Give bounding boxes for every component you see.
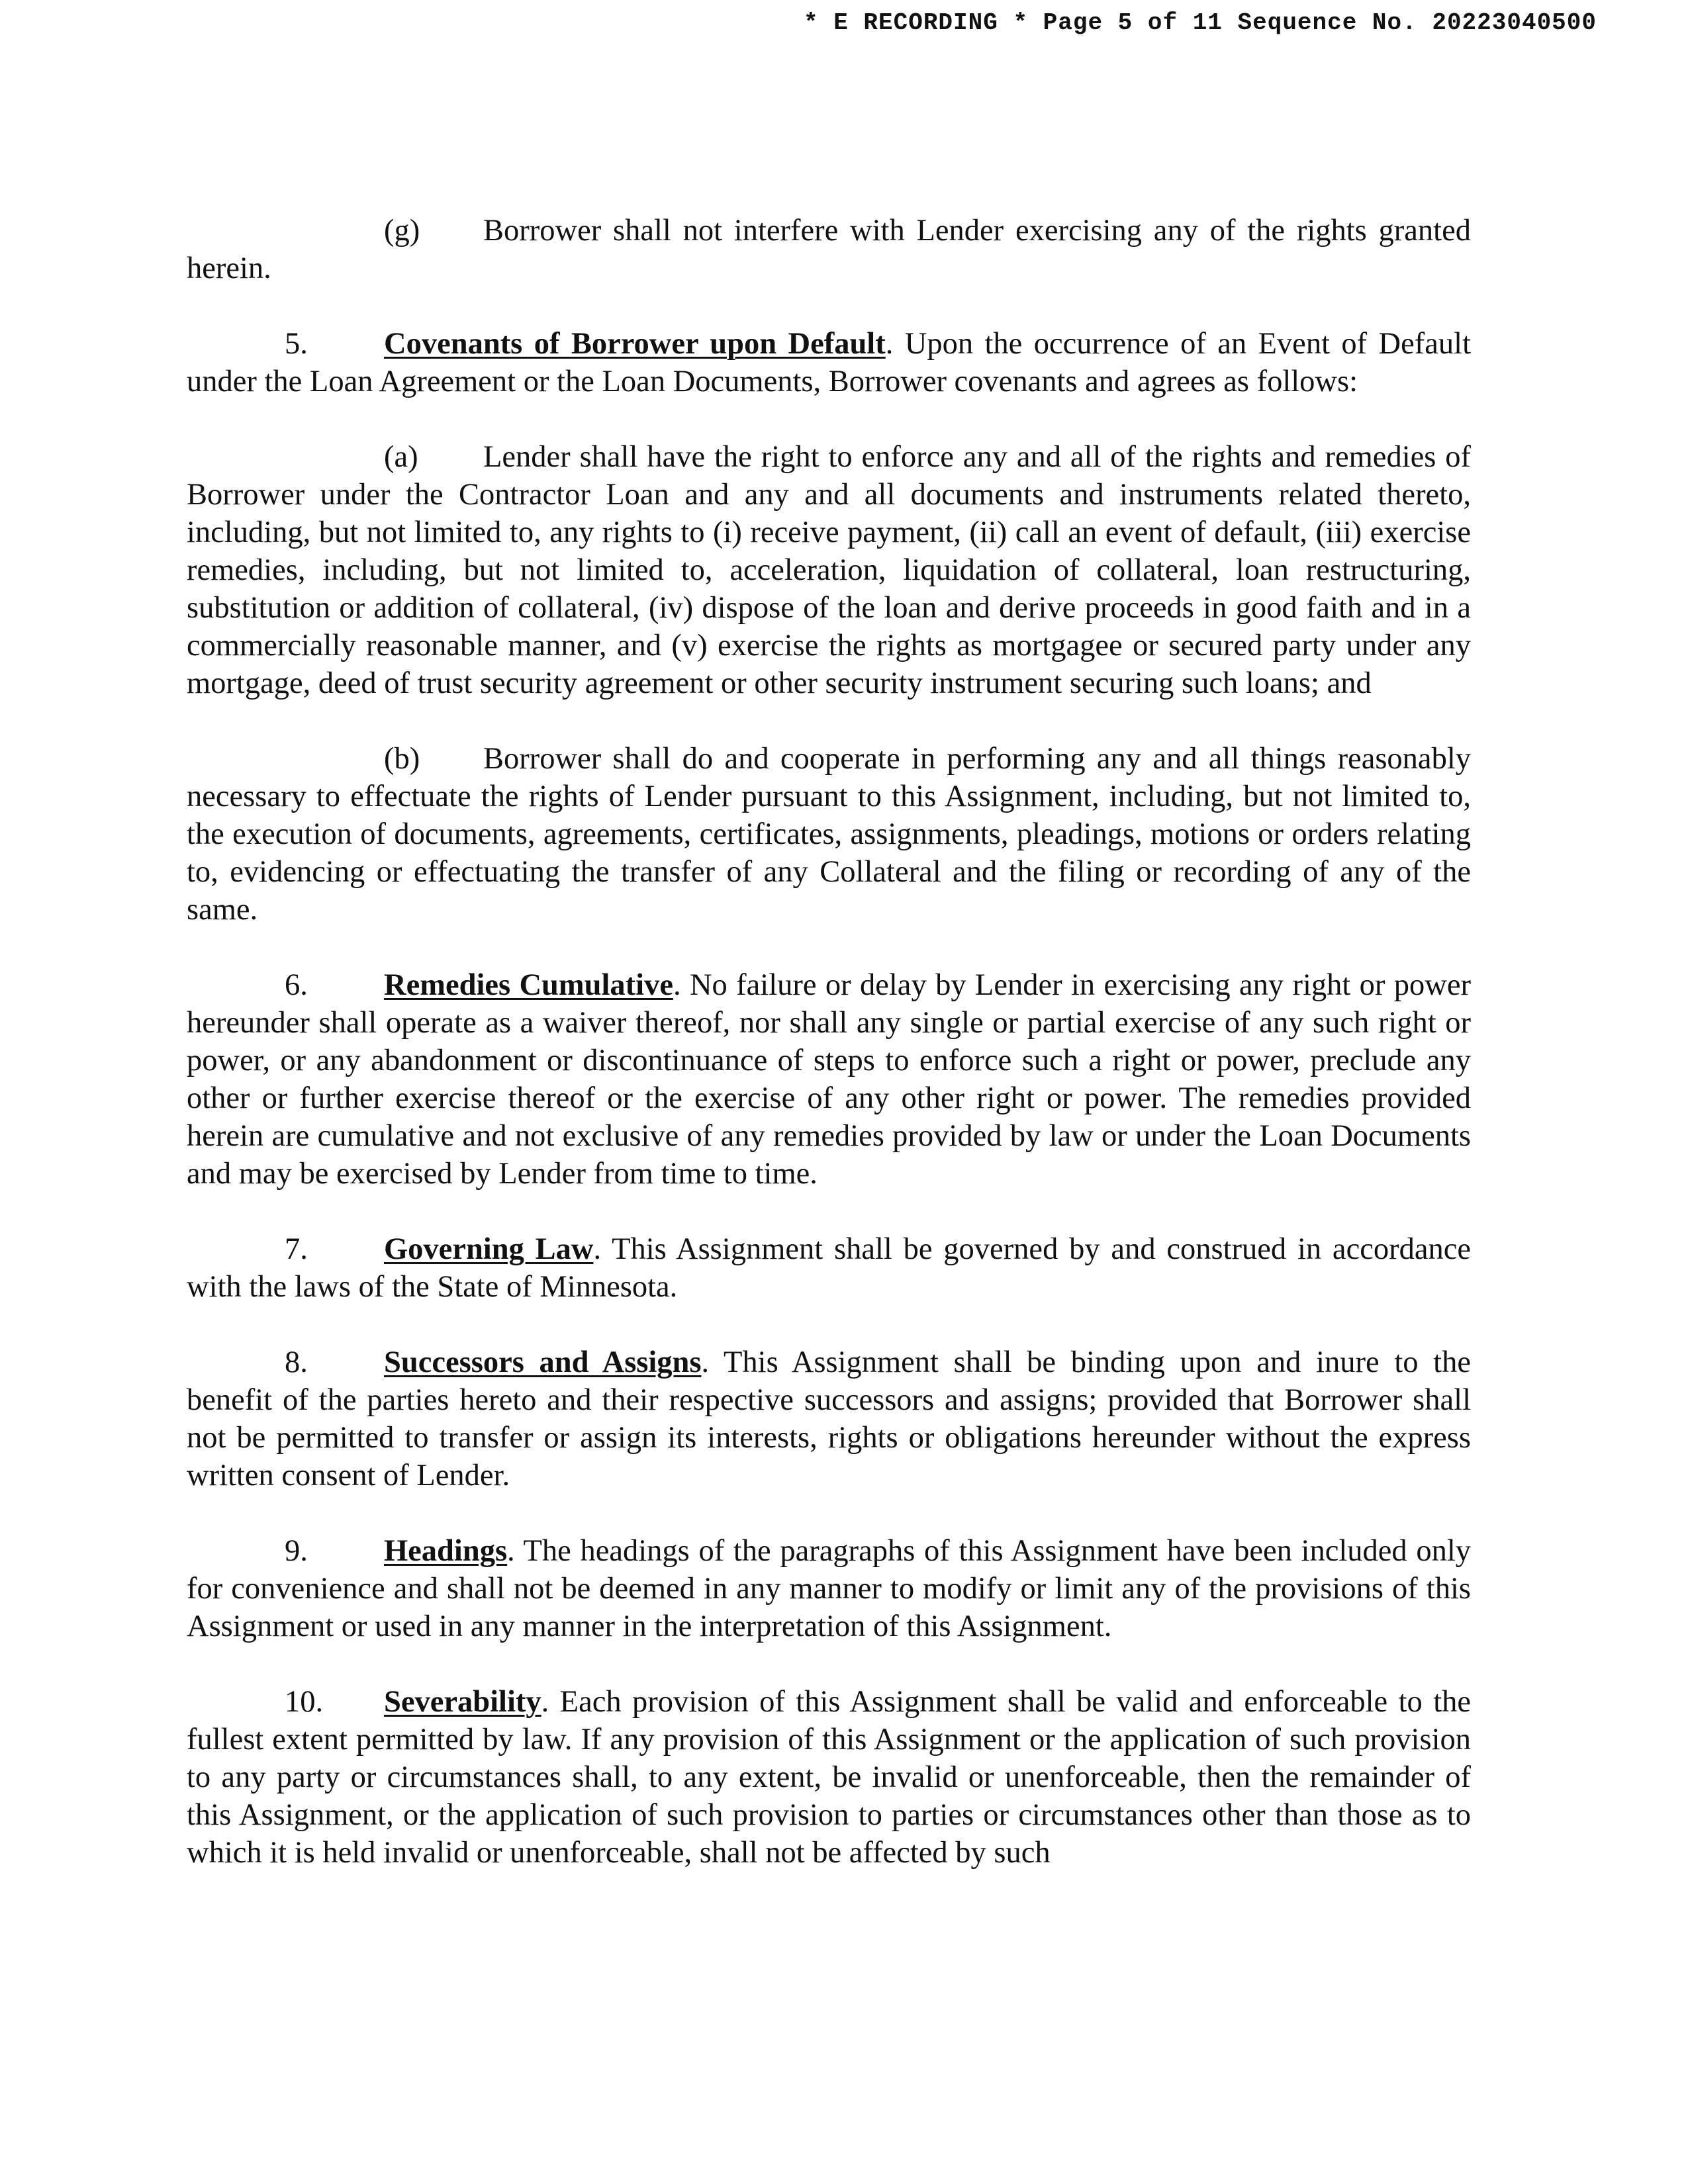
section-number: 7. xyxy=(285,1232,308,1266)
section-heading: Successors and Assigns xyxy=(384,1345,702,1379)
section-number: 9. xyxy=(285,1534,308,1568)
subparagraph-label: (a) xyxy=(384,440,418,474)
section-6 xyxy=(187,966,1471,1193)
section-heading: Severability xyxy=(384,1685,541,1719)
paragraph-text: Borrower shall not interfere with Lender exercising any of the rights granted herein. xyxy=(187,214,1471,285)
section-heading: Governing Law xyxy=(384,1232,594,1266)
document-body xyxy=(187,212,1471,1909)
recording-header: * E RECORDING * Page 5 of 11 Sequence No. 20223040500 xyxy=(804,9,1597,36)
section-text: . No failure or delay by Lender in exercising any right or power hereunder shall operate as a waiver thereof, nor shall any single or partial exercise of any such right or power, or any abandonment or discontinuance of steps to enforce such a right or power, preclude any other or further exercise thereof or the exercise of any other right or power. The remedies provided herein are cumulative and not exclusive of any remedies provided by law or under the Loan Documents and may be exercised by Lender from time to time. xyxy=(187,968,1471,1191)
section-number: 10. xyxy=(285,1685,324,1719)
section-9 xyxy=(187,1532,1471,1645)
paragraph-4g xyxy=(187,212,1471,287)
section-text: . Upon the occurrence of an Event of Default under the Loan Agreement or the Loan Documents, Borrower covenants and agrees as follows: xyxy=(187,327,1471,398)
section-text: . This Assignment shall be binding upon and inure to the benefit of the parties hereto and their respective successors and assigns; provided that Borrower shall not be permitted to transfer or assign its interests, rights or obligations hereunder without the express written consent of Lender. xyxy=(187,1345,1471,1492)
section-number: 8. xyxy=(285,1345,308,1379)
section-text: . Each provision of this Assignment shall be valid and enforceable to the fullest extent permitted by law. If any provision of this Assignment or the application of such provision to any party or circumstances shall, to any extent, be invalid or unenforceable, then the remainder of this Assignment, or the application of such provision to parties or circumstances other than those as to which it is held invalid or unenforceable, shall not be affected by such xyxy=(187,1685,1471,1870)
section-8 xyxy=(187,1343,1471,1494)
subparagraph-label: (b) xyxy=(384,742,420,776)
section-number: 6. xyxy=(285,968,308,1002)
section-heading: Remedies Cumulative xyxy=(384,968,673,1002)
paragraph-text: Borrower shall do and cooperate in performing any and all things reasonably necessary to effectuate the rights of Lender pursuant to this Assignment, including, but not limited to, the execution of documents, agreements, certificates, assignments, pleadings, motions or orders relating to, evidencing or effectuating the transfer of any Collateral and the filing or recording of any of the same. xyxy=(187,742,1471,927)
section-5 xyxy=(187,325,1471,400)
paragraph-5a xyxy=(187,438,1471,702)
paragraph-text: Lender shall have the right to enforce any and all of the rights and remedies of Borrower under the Contractor Loan and any and all documents and instruments related thereto, including, but not limited to, any rights to (i) receive payment, (ii) call an event of default, (iii) exercise remedies, including, but not limited to, acceleration, liquidation of collateral, loan restructuring, substitution or addition of collateral, (iv) dispose of the loan and derive proceeds in good faith and in a commercially reasonable manner, and (v) exercise the rights as mortgagee or secured party under any mortgage, deed of trust security agreement or other security instrument securing such loans; and xyxy=(187,440,1471,700)
section-7 xyxy=(187,1230,1471,1306)
paragraph-5b xyxy=(187,740,1471,929)
section-heading: Headings xyxy=(384,1534,508,1568)
section-heading: Covenants of Borrower upon Default xyxy=(384,327,886,361)
section-text: . The headings of the paragraphs of this Assignment have been included only for convenience and shall not be deemed in any manner to modify or limit any of the provisions of this Assignment or used in any manner in the interpretation of this Assignment. xyxy=(187,1534,1471,1643)
section-10 xyxy=(187,1683,1471,1872)
subparagraph-label: (g) xyxy=(384,214,420,248)
section-number: 5. xyxy=(285,327,308,361)
section-text: . This Assignment shall be governed by and construed in accordance with the laws of the State of Minnesota. xyxy=(187,1232,1472,1304)
